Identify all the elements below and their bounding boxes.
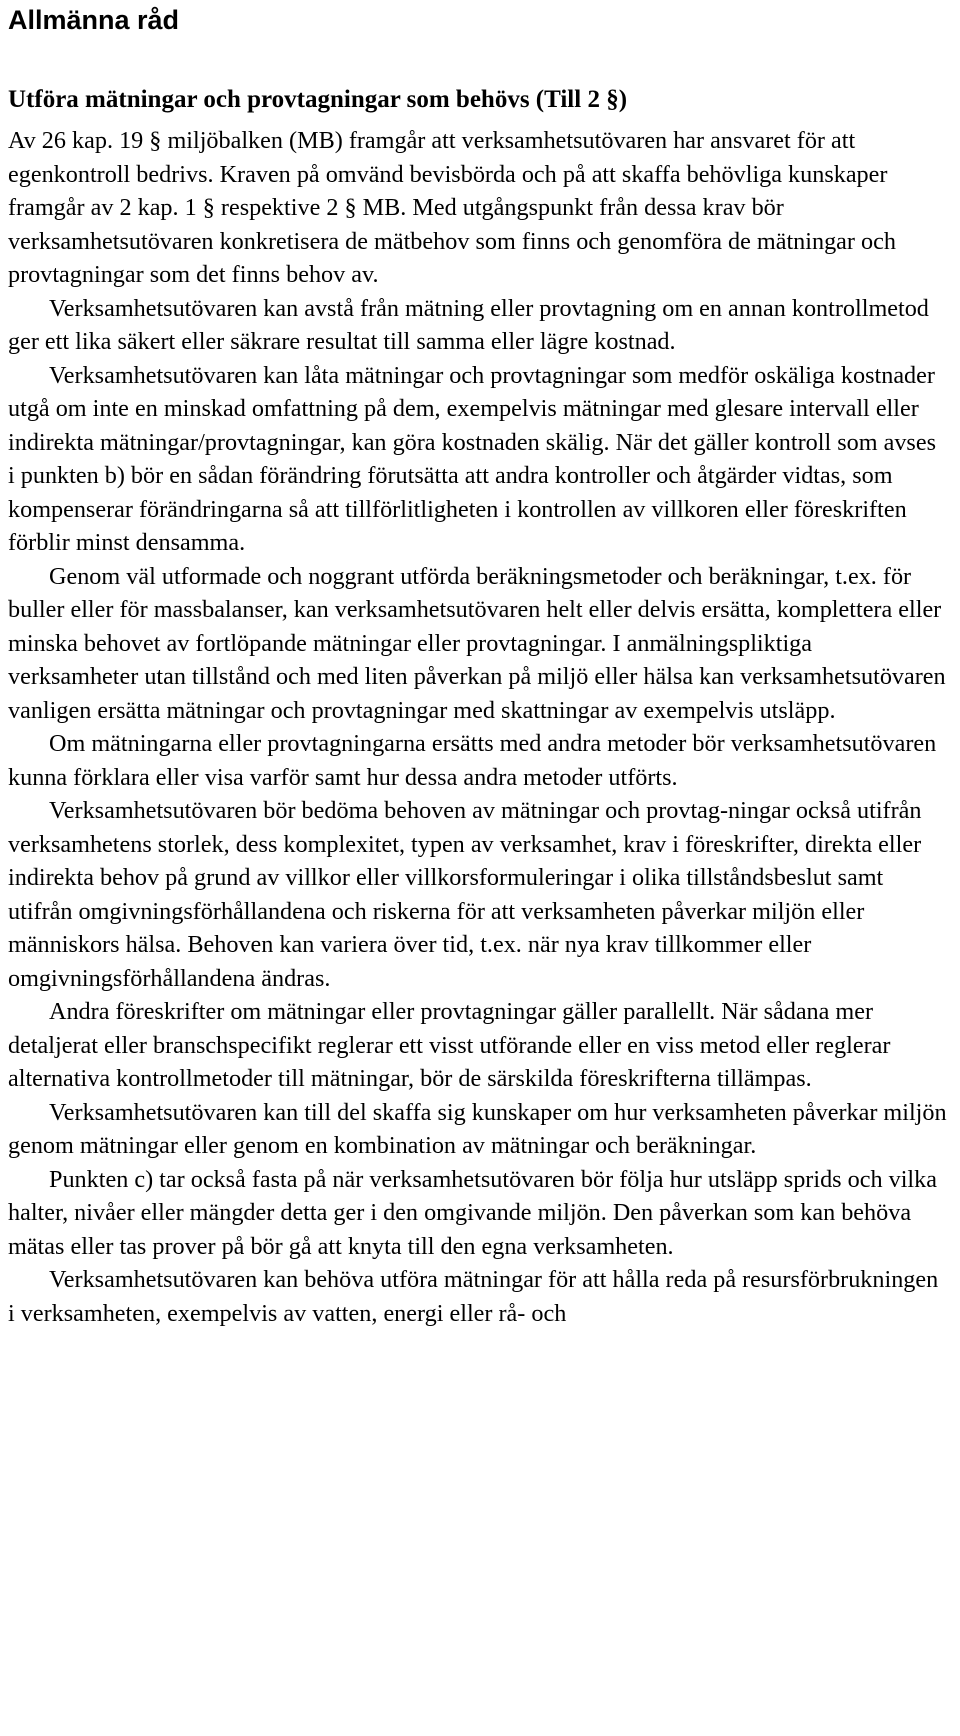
paragraph: Andra föreskrifter om mätningar eller provtagningar gäller parallellt. När sådana mer detaljerat eller branschspecifikt reglerar ett visst utförande eller en viss metod eller reglerar alternativa kontrollmetoder till mätningar, bör de särskilda föreskrifterna tillämpas. (8, 998, 891, 1092)
paragraph: Verksamhetsutövaren bör bedöma behoven av mätningar och provtag-ningar också utifrån verksamhetens storlek, dess komplexitet, typen av verksamhet, krav i föreskrifter, direkta eller indirekta behov på grund av villkor eller villkorsformuleringar i olika tillståndsbeslut samt utifrån omgivningsförhållandena och riskerna för att verksamheten påverkar miljön eller människors hälsa. Behoven kan variera över tid, t.ex. när nya krav tillkommer eller omgivningsförhållandena ändras. (8, 797, 922, 992)
paragraph: Verksamhetsutövaren kan till del skaffa sig kunskaper om hur verksamheten påverkar miljön genom mätningar eller genom en kombination av mätningar och beräkningar. (8, 1098, 947, 1159)
paragraph: Punkten c) tar också fasta på när verksamhetsutövaren bör följa hur utsläpp sprids och vilka halter, nivåer eller mängder detta ger i den omgivande miljön. Den påverkan som kan behöva mätas eller tas prover på bör gå att knyta till den egna verksamheten. (8, 1165, 937, 1260)
paragraph: Genom väl utformade och noggrant utförda beräkningsmetoder och beräkningar, t.ex. för buller eller för massbalanser, kan verksamhetsutövaren helt eller delvis ersätta, komplettera eller minska behovet av fortlöpande mätningar eller provtagningar. I anmälningspliktiga verksamheter utan tillstånd och med liten påverkan på miljö eller hälsa kan verksamhetsutövaren vanligen ersätta mätningar och provtagningar med skattningar av exempelvis utsläpp. (8, 562, 946, 724)
paragraph: Verksamhetsutövaren kan låta mätningar och provtagningar som medför oskäliga kostnader utgå om inte en minskad omfattning på dem, exempelvis mätningar med glesare intervall eller indirekta mätningar/provtagningar, kan göra kostnaden skälig. När det gäller kontroll som avses i punkten b) bör en sådan förändring förutsätta att andra kontroller och åtgärder vidtas, som kompenserar förändringarna så att tillförlitligheten i kontrollen av villkoren eller föreskriften förblir minst densamma. (8, 361, 936, 556)
paragraph: Av 26 kap. 19 § miljöbalken (MB) framgår att verksamhetsutövaren har ansvaret för att egenkontroll bedrivs. Kraven på omvänd bevisbörda och på att skaffa behövliga kunskaper framgår av 2 kap. 1 § respektive 2 § MB. Med utgångspunkt från dessa krav bör verksamhetsutövaren konkretisera de mätbehov som finns och genomföra de mätningar och provtagningar som det finns behov av. (8, 127, 896, 288)
body-text (8, 124, 948, 1330)
paragraph: Verksamhetsutövaren kan avstå från mätning eller provtagning om en annan kontrollmetod ger ett lika säkert eller säkrare resultat till samma eller lägre kostnad. (8, 294, 929, 355)
paragraph: Om mätningarna eller provtagningarna ersätts med andra metoder bör verksamhetsutövaren kunna förklara eller visa varför samt hur dessa andra metoder utförts. (8, 730, 937, 791)
section-heading: Utföra mätningar och provtagningar som behövs (Till 2 §) (8, 86, 628, 113)
page-title: Allmänna råd (8, 5, 180, 35)
paragraph: Verksamhetsutövaren kan behöva utföra mätningar för att hålla reda på resursförbrukningen i verksamheten, exempelvis av vatten, energi eller rå- och (8, 1266, 939, 1327)
